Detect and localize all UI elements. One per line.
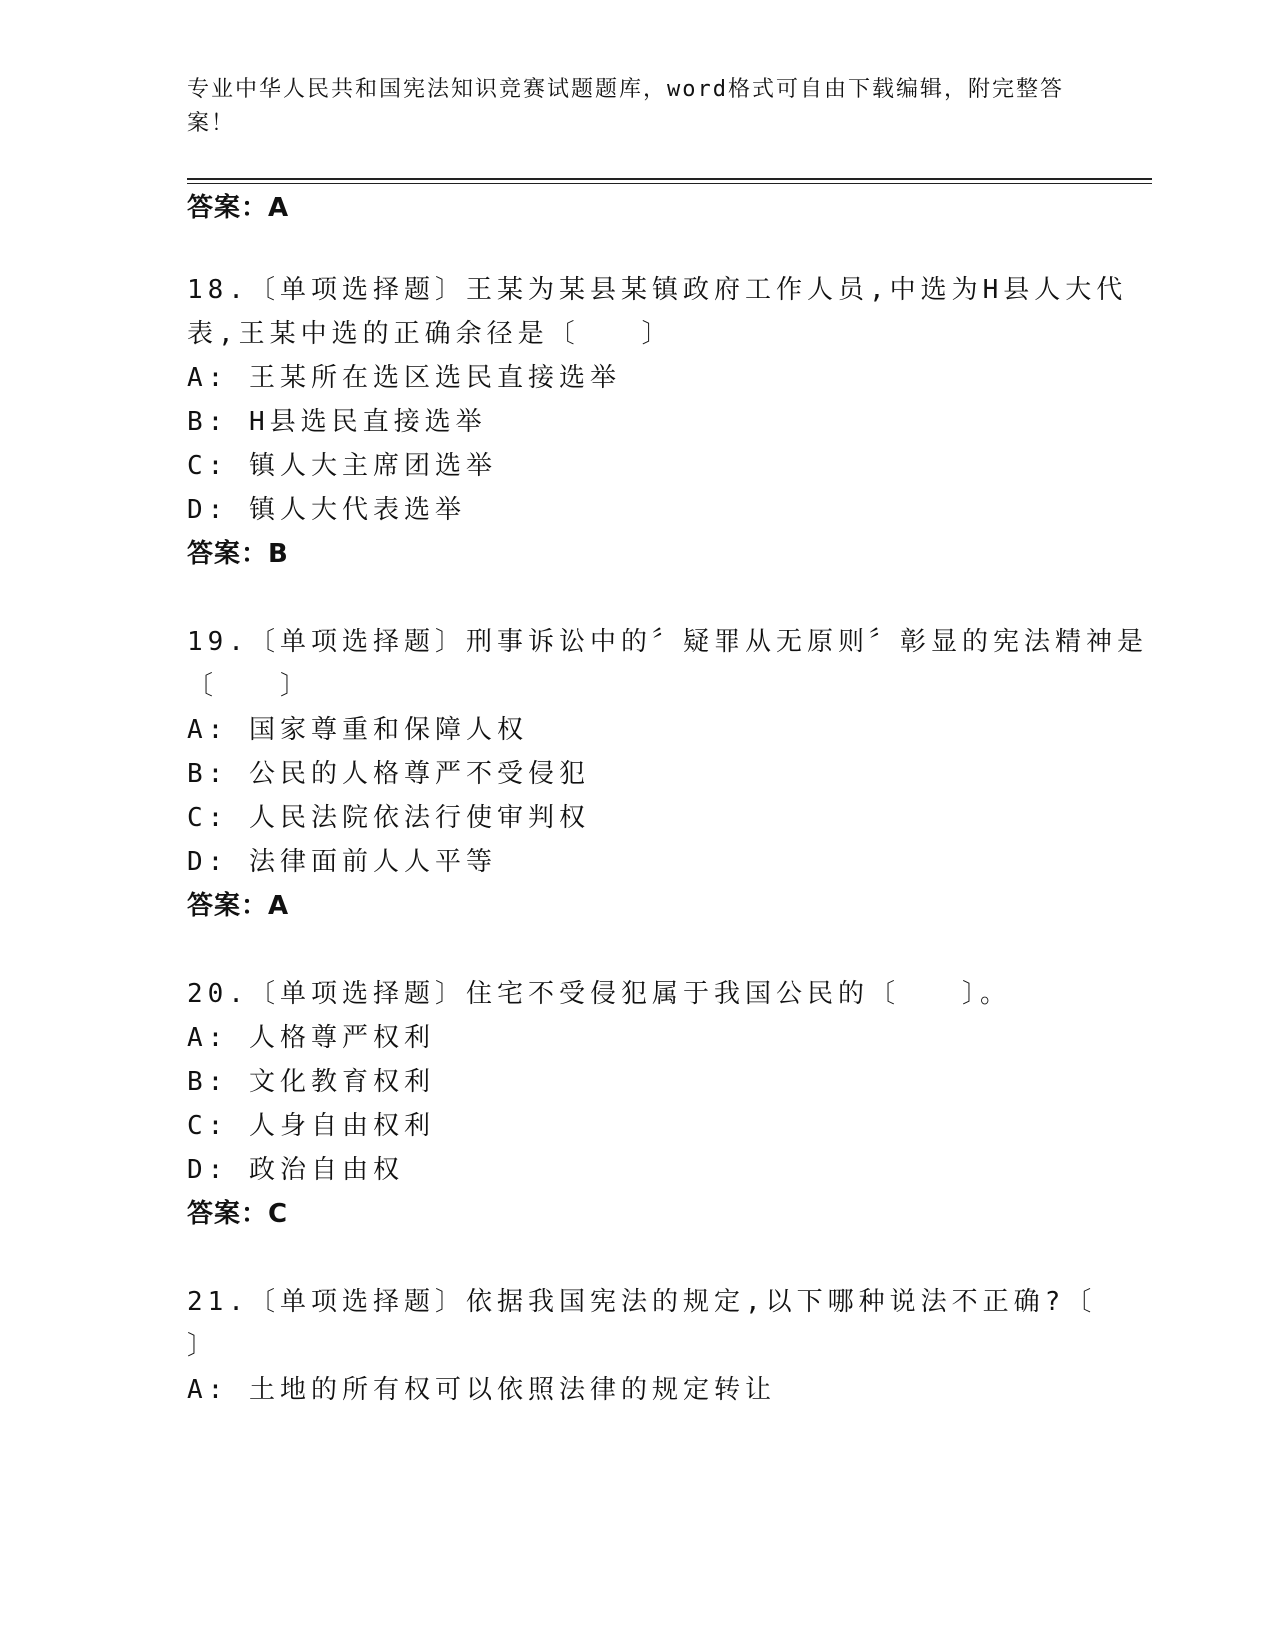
question-20-answer: 答案：C	[187, 1199, 289, 1229]
question-18-option-b: B: H县选民直接选举	[187, 407, 487, 437]
header-rule-thin	[187, 183, 1152, 184]
question-19-stem-line-2: 〔 〕	[187, 671, 312, 701]
question-20-option-c: C: 人身自由权利	[187, 1111, 435, 1141]
question-19-option-d: D: 法律面前人人平等	[187, 847, 497, 877]
question-18-stem-line-2: 表,王某中选的正确余径是〔 〕	[187, 319, 673, 349]
page-header: 专业中华人民共和国宪法知识竞赛试题题库，word格式可自由下载编辑，附完整答案！	[187, 77, 1064, 136]
question-21-stem-line-1: 21.〔单项选择题〕依据我国宪法的规定,以下哪种说法不正确?〔	[187, 1287, 1097, 1317]
question-19-option-b: B: 公民的人格尊严不受侵犯	[187, 759, 590, 789]
question-18-option-a: A: 王某所在选区选民直接选举	[187, 363, 621, 393]
question-19-option-a: A: 国家尊重和保障人权	[187, 715, 528, 745]
question-20-option-d: D: 政治自由权	[187, 1155, 404, 1185]
question-18-answer: 答案：B	[187, 539, 289, 569]
question-19-stem-line-1: 19.〔单项选择题〕刑事诉讼中的〞疑罪从无原则〞彰显的宪法精神是	[187, 627, 1148, 657]
header-rule-thick	[187, 178, 1152, 180]
question-21-option-a: A: 土地的所有权可以依照法律的规定转让	[187, 1375, 776, 1405]
question-18-stem-line-1: 18.〔单项选择题〕王某为某县某镇政府工作人员,中选为H县人大代	[187, 275, 1128, 305]
question-18-option-d: D: 镇人大代表选举	[187, 495, 466, 525]
question-20-stem-line-1: 20.〔单项选择题〕住宅不受侵犯属于我国公民的〔 〕。	[187, 979, 1011, 1009]
answer-line: 答案：A	[187, 193, 290, 223]
question-20-option-b: B: 文化教育权利	[187, 1067, 435, 1097]
question-19-option-c: C: 人民法院依法行使审判权	[187, 803, 590, 833]
question-21-stem-line-2: 〕	[187, 1331, 219, 1361]
question-20-option-a: A: 人格尊严权利	[187, 1023, 435, 1053]
question-18-option-c: C: 镇人大主席团选举	[187, 451, 497, 481]
question-19-answer: 答案：A	[187, 891, 290, 921]
